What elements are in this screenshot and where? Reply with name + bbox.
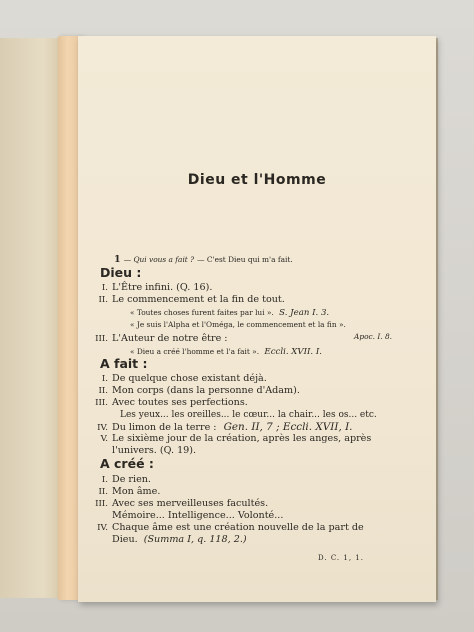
list-item: II. Le commencement et la fin de tout. [98, 294, 285, 305]
list-item: I. De rien. [101, 474, 151, 485]
quote-line: « Je suis l'Alpha et l'Oméga, le commencement et la fin ». [130, 320, 346, 329]
list-item: III. Avec ses merveilleuses facultés. [95, 498, 269, 509]
left-page-edge [0, 38, 62, 598]
book-page [78, 36, 436, 602]
list-item: I. De quelque chose existant déjà. [101, 373, 267, 384]
question-prompt: — Qui vous a fait ? [123, 255, 195, 264]
list-item-continuation: l'univers. (Q. 19). [112, 445, 197, 456]
page-title: Dieu et l'Homme [187, 172, 327, 188]
quote-line: « Toutes choses furent faites par lui ». S. Jean I. 3. [130, 308, 330, 318]
list-item: IV. Chaque âme est une création nouvelle de la part de [97, 522, 364, 533]
section-heading-a-cree: A créé : [100, 456, 154, 471]
section-heading-a-fait: A fait : [100, 356, 148, 371]
list-item: IV. Du limon de la terre : Gen. II, 7 ; Eccli. XVII, I. [97, 421, 353, 433]
list-item: II. Mon corps (dans la personne d'Adam). [98, 385, 300, 396]
list-item-continuation: Les yeux... les oreilles... le cœur... la chair... les os... etc. [120, 410, 377, 420]
list-item: II. Mon âme. [98, 486, 161, 497]
question-answer: — C'est Dieu qui m'a fait. [197, 255, 293, 264]
footer-reference: D. C. 1, 1. [318, 554, 364, 562]
quote-line: « Dieu a créé l'homme et l'a fait ». Eccli. XVII. I. [130, 347, 322, 357]
section-heading-dieu: Dieu : [100, 265, 142, 280]
quote-reference: Apoc. I. 8. [354, 332, 393, 341]
list-item: V. Le sixième jour de la création, après les anges, après [100, 433, 372, 444]
list-item: I. L'Être infini. (Q. 16). [101, 282, 213, 293]
list-item: III. L'Auteur de notre être : [95, 333, 228, 344]
list-item-continuation: Mémoire... Intelligence... Volonté... [112, 510, 284, 521]
list-item: III. Avec toutes ses perfections. [95, 397, 248, 408]
question-number: 1 [114, 254, 121, 265]
list-item-continuation: Dieu. (Summa I, q. 118, 2.) [112, 534, 247, 545]
